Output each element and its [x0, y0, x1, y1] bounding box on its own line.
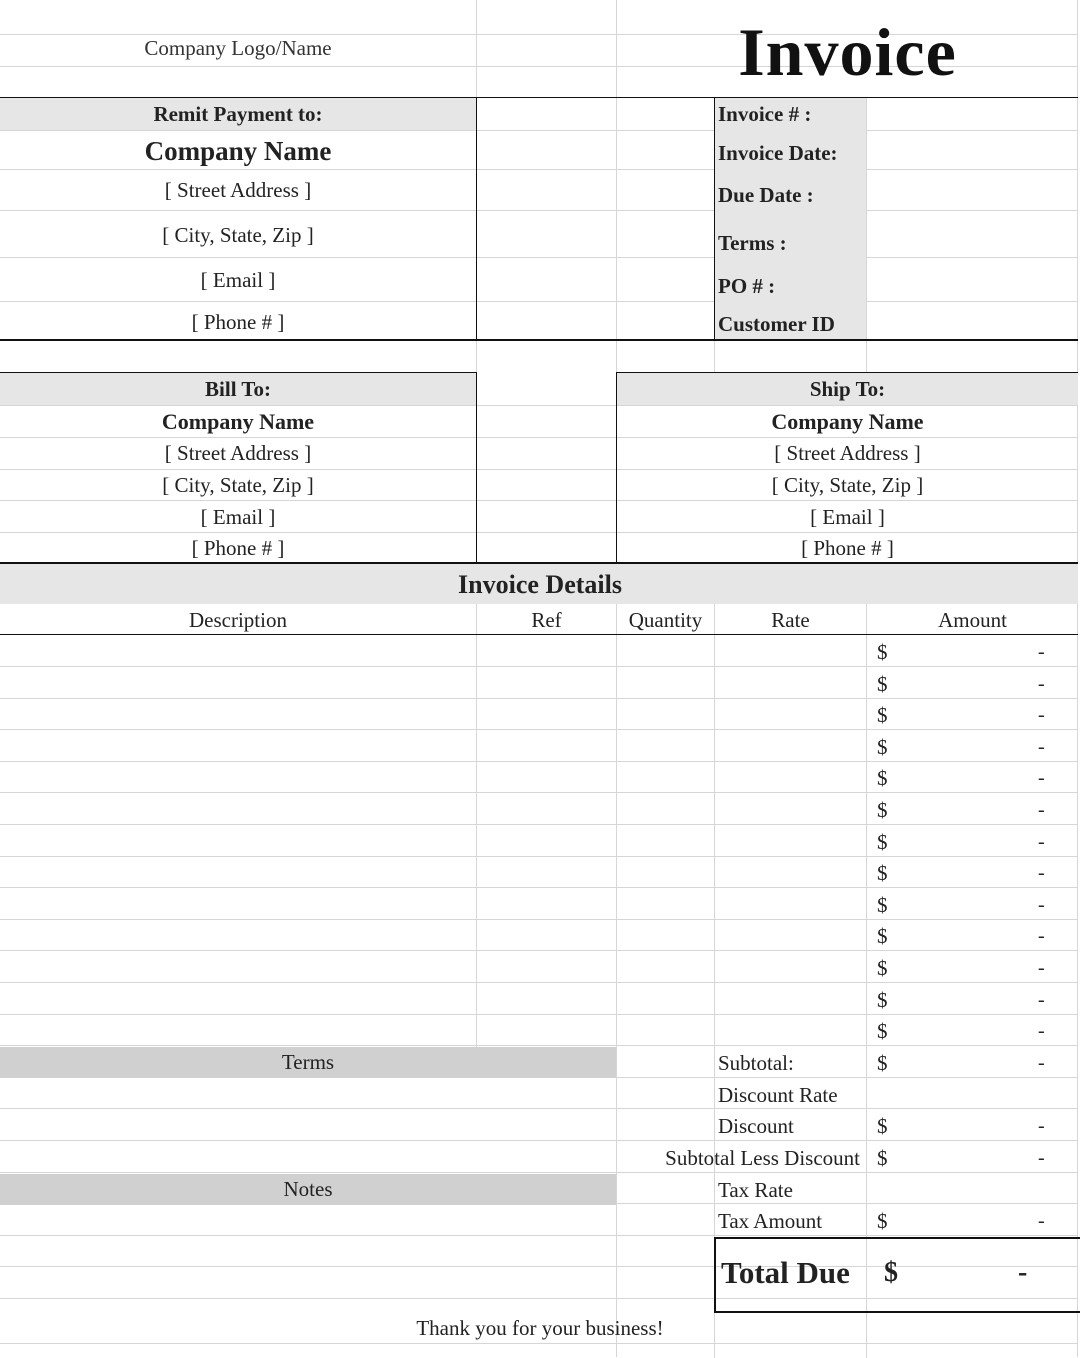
line-item-row[interactable] — [0, 698, 866, 729]
line-item-currency-symbol: $ — [877, 893, 888, 917]
bill-to-email[interactable]: [ Email ] — [200, 505, 276, 529]
line-item-amount-value: - — [1038, 736, 1045, 758]
subtotal-value: - — [1038, 1052, 1045, 1074]
terms-label: Terms : — [718, 231, 787, 255]
grid-row-line — [0, 1045, 1078, 1046]
line-item-currency-symbol: $ — [877, 735, 888, 759]
subtotal-currency-symbol: $ — [877, 1051, 888, 1075]
customer-id-label: Customer ID — [718, 312, 835, 336]
line-item-row[interactable] — [0, 730, 866, 761]
bill-to-heading: Bill To: — [205, 377, 271, 401]
remit-phone[interactable]: [ Phone # ] — [191, 310, 285, 334]
line-item-amount-value: - — [1038, 831, 1045, 853]
invoice-details-heading: Invoice Details — [458, 570, 622, 599]
bill-to-right-border — [476, 372, 477, 563]
line-item-amount-value: - — [1038, 1020, 1045, 1042]
ship-to-email[interactable]: [ Email ] — [810, 505, 885, 529]
line-item-row[interactable] — [0, 825, 866, 856]
po-number-field[interactable] — [867, 257, 1078, 301]
line-item-amount-value: - — [1038, 957, 1045, 979]
remit-city-state-zip[interactable]: [ City, State, Zip ] — [162, 223, 314, 247]
grid-column-line — [476, 340, 477, 373]
column-header-bottom-border — [0, 634, 1078, 635]
column-header-ref: Ref — [531, 608, 562, 632]
line-item-row[interactable] — [0, 635, 866, 666]
line-item-currency-symbol: $ — [877, 1019, 888, 1043]
tax-amount-currency-symbol: $ — [877, 1209, 888, 1233]
ship-to-phone[interactable]: [ Phone # ] — [801, 536, 894, 560]
line-item-currency-symbol: $ — [877, 861, 888, 885]
tax-amount-value: - — [1038, 1210, 1045, 1232]
po-number-label: PO # : — [718, 274, 776, 298]
grid-column-line — [866, 340, 867, 373]
due-date-field[interactable] — [867, 169, 1078, 210]
line-item-currency-symbol: $ — [877, 766, 888, 790]
grid-row-line — [0, 500, 1078, 501]
grid-column-line — [476, 0, 477, 97]
total-due-value: - — [1018, 1257, 1028, 1288]
header-divider-line — [0, 97, 1078, 98]
subtotal-less-discount-value: - — [1038, 1147, 1045, 1169]
total-due-label: Total Due — [721, 1255, 850, 1290]
terms-text-area[interactable] — [0, 1079, 616, 1172]
discount-rate-label: Discount Rate — [718, 1083, 838, 1107]
line-item-currency-symbol: $ — [877, 798, 888, 822]
ship-to-left-border — [616, 372, 617, 563]
ship-to-heading: Ship To: — [809, 377, 886, 401]
invoice-info-left-border — [714, 97, 715, 340]
invoice-date-label: Invoice Date: — [718, 141, 838, 165]
line-item-currency-symbol: $ — [877, 988, 888, 1012]
subtotal-less-discount-label: Subtotal Less Discount — [665, 1146, 860, 1170]
tax-rate-field[interactable] — [867, 1174, 1078, 1205]
line-item-currency-symbol: $ — [877, 672, 888, 696]
line-item-amount-value: - — [1038, 641, 1045, 663]
grid-row-line — [0, 469, 1078, 470]
line-item-amount-value: - — [1038, 894, 1045, 916]
column-header-description: Description — [189, 608, 287, 632]
discount-value: - — [1038, 1115, 1045, 1137]
grid-row-line — [0, 1172, 1078, 1173]
grid-row-line — [0, 532, 1078, 533]
ship-to-street-address[interactable]: [ Street Address ] — [774, 441, 921, 465]
invoice-date-field[interactable] — [867, 130, 1078, 169]
ship-to-city-state-zip[interactable]: [ City, State, Zip ] — [771, 473, 924, 497]
discount-currency-symbol: $ — [877, 1114, 888, 1138]
line-item-currency-symbol: $ — [877, 703, 888, 727]
line-item-row[interactable] — [0, 793, 866, 824]
address-bottom-border — [0, 562, 1078, 564]
remit-right-border — [476, 97, 477, 340]
remit-heading: Remit Payment to: — [153, 102, 323, 126]
notes-section-label: Notes — [283, 1177, 333, 1201]
line-item-row[interactable] — [0, 856, 866, 887]
column-header-quantity: Quantity — [628, 608, 703, 632]
line-item-amount-value: - — [1038, 704, 1045, 726]
line-item-amount-value: - — [1038, 862, 1045, 884]
tax-amount-label: Tax Amount — [718, 1209, 823, 1233]
grid-row-line — [0, 405, 1078, 406]
invoice-info-labels-bg — [715, 98, 866, 339]
total-due-currency-symbol: $ — [884, 1257, 898, 1288]
discount-label: Discount — [718, 1114, 794, 1138]
line-item-amount-value: - — [1038, 989, 1045, 1011]
line-item-currency-symbol: $ — [877, 956, 888, 980]
line-item-currency-symbol: $ — [877, 924, 888, 948]
grid-column-line — [714, 340, 715, 373]
bill-to-top-border — [0, 372, 477, 373]
subtotal-less-discount-currency-symbol: $ — [877, 1146, 888, 1170]
line-item-amount-value: - — [1038, 767, 1045, 789]
line-item-currency-symbol: $ — [877, 640, 888, 664]
ship-to-top-border — [616, 372, 1078, 373]
line-item-row[interactable] — [0, 919, 866, 950]
thank-you-message: Thank you for your business! — [416, 1316, 664, 1340]
line-item-row[interactable] — [0, 1014, 866, 1045]
invoice-title: Invoice — [738, 14, 957, 90]
remit-bottom-border — [0, 339, 1078, 341]
discount-rate-field[interactable] — [867, 1079, 1078, 1110]
customer-id-field[interactable] — [867, 301, 1078, 339]
terms-field[interactable] — [867, 210, 1078, 257]
invoice-number-label: Invoice # : — [718, 102, 812, 126]
bill-to-city-state-zip[interactable]: [ City, State, Zip ] — [162, 473, 314, 497]
remit-street-address[interactable]: [ Street Address ] — [164, 178, 312, 202]
column-header-rate: Rate — [771, 608, 810, 632]
line-item-amount-value: - — [1038, 925, 1045, 947]
tax-rate-label: Tax Rate — [718, 1178, 793, 1202]
line-item-row[interactable] — [0, 761, 866, 792]
grid-row-line — [0, 437, 1078, 438]
line-item-amount-value: - — [1038, 799, 1045, 821]
notes-text-area[interactable] — [0, 1206, 616, 1311]
line-item-row[interactable] — [0, 951, 866, 982]
line-item-row[interactable] — [0, 667, 866, 698]
company-logo-placeholder: Company Logo/Name — [144, 36, 332, 60]
remit-company-name[interactable]: Company Name — [144, 136, 332, 166]
bill-to-company-name[interactable]: Company Name — [161, 409, 315, 434]
due-date-label: Due Date : — [718, 183, 814, 207]
bill-to-phone[interactable]: [ Phone # ] — [191, 536, 285, 560]
ship-to-company-name[interactable]: Company Name — [771, 409, 924, 434]
column-header-amount: Amount — [938, 608, 1007, 632]
terms-section-label: Terms — [281, 1050, 335, 1074]
grid-row-line — [0, 1343, 1078, 1344]
line-item-row[interactable] — [0, 983, 866, 1014]
subtotal-label: Subtotal: — [718, 1051, 794, 1075]
line-item-row[interactable] — [0, 888, 866, 919]
invoice-number-field[interactable] — [867, 98, 1078, 130]
line-item-currency-symbol: $ — [877, 830, 888, 854]
bill-to-street-address[interactable]: [ Street Address ] — [164, 441, 312, 465]
remit-email[interactable]: [ Email ] — [200, 268, 276, 292]
line-item-amount-value: - — [1038, 673, 1045, 695]
